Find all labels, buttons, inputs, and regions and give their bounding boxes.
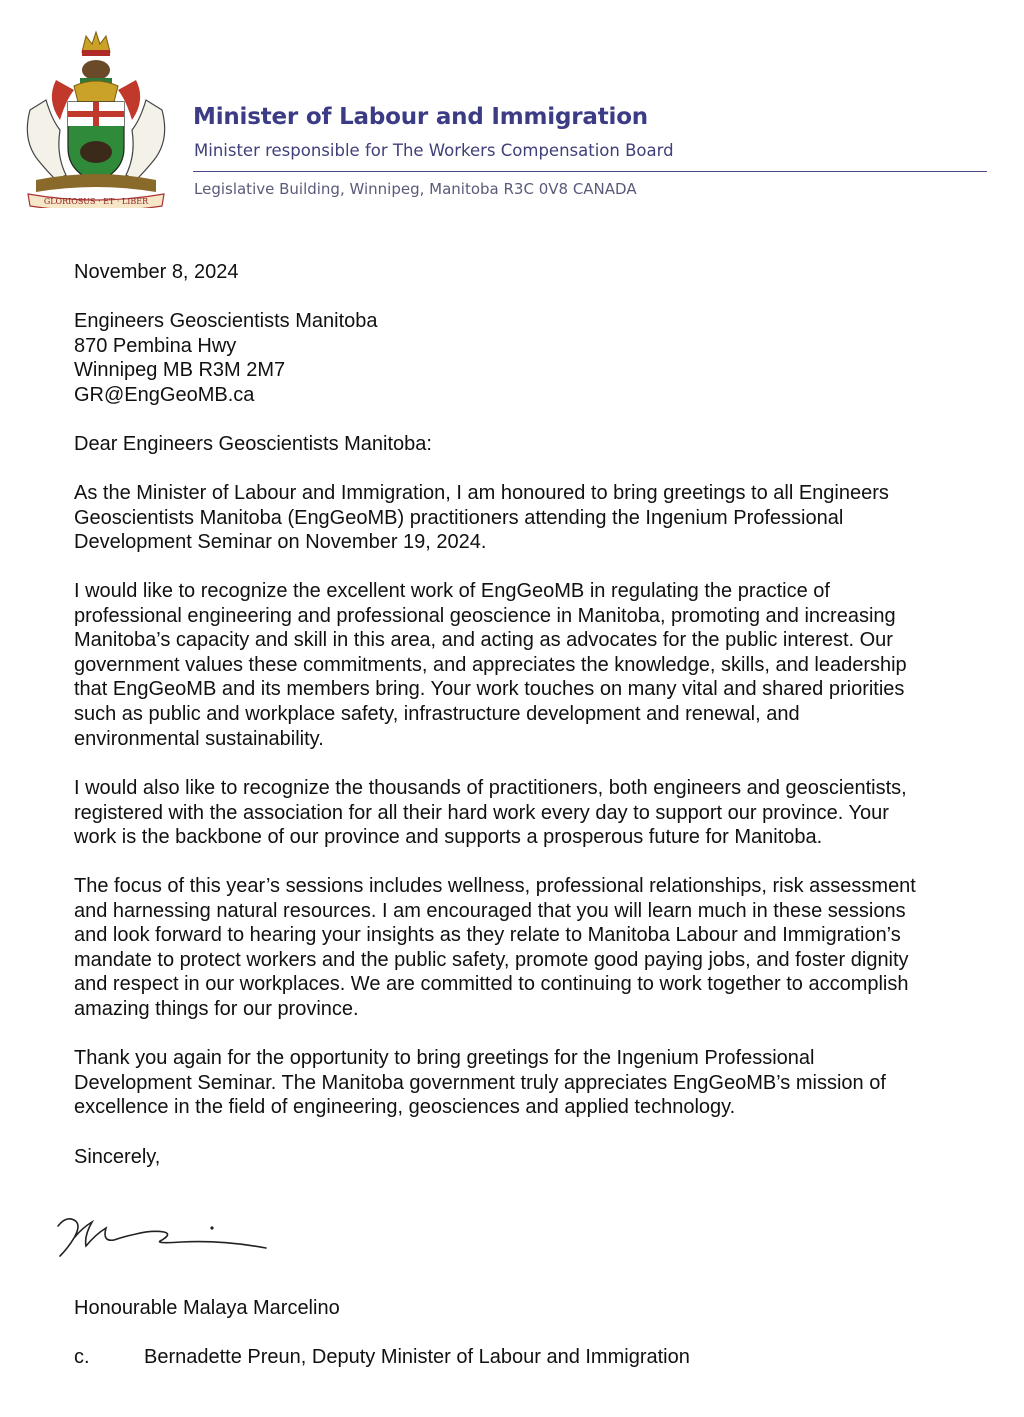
paragraph-line: Thank you again for the opportunity to bring greetings for the Ingenium Professional bbox=[74, 1047, 815, 1069]
recipient-line: 870 Pembina Hwy bbox=[74, 334, 237, 357]
paragraph-line: and respect in our workplaces. We are committed to continuing to work together to accomplish bbox=[74, 973, 909, 996]
paragraph-line: registered with the association for all their hard work every day to support our province. Your bbox=[74, 801, 889, 824]
motto-text: GLORIOSUS · ET · LIBER bbox=[43, 197, 149, 206]
paragraph-3 bbox=[74, 776, 994, 850]
letterhead-divider bbox=[193, 171, 987, 172]
paragraph-line: that EngGeoMB and its members bring. Your work touches on many vital and shared priorities bbox=[74, 678, 905, 701]
paragraph-line: environmental sustainability. bbox=[74, 727, 324, 750]
minister-title: Minister of Labour and Immigration bbox=[193, 104, 648, 130]
closing: Sincerely, bbox=[74, 1146, 161, 1168]
recipient-line: Winnipeg MB R3M 2M7 bbox=[74, 359, 286, 382]
paragraph-line: excellence in the field of engineering, geosciences and applied technology. bbox=[74, 1096, 736, 1119]
coat-of-arms-icon bbox=[16, 30, 176, 208]
recipient-email: GR@EngGeoMB.ca bbox=[74, 383, 255, 406]
paragraph-line: I would like to recognize the excellent work of EngGeoMB in regulating the practice of bbox=[74, 580, 830, 602]
paragraph-line: such as public and workplace safety, infrastructure development and renewal, and bbox=[74, 702, 800, 725]
paragraph-2 bbox=[74, 579, 994, 751]
paragraph-line: I would also like to recognize the thousands of practitioners, both engineers and geoscientists, bbox=[74, 777, 907, 799]
salutation: Dear Engineers Geoscientists Manitoba: bbox=[74, 433, 432, 455]
paragraph-line: government values these commitments, and appreciates the knowledge, skills, and leadership bbox=[74, 653, 907, 676]
cc-recipient: Bernadette Preun, Deputy Minister of Labour and Immigration bbox=[144, 1346, 690, 1368]
letterhead-address: Legislative Building, Winnipeg, Manitoba R3C 0V8 CANADA bbox=[194, 180, 637, 198]
paragraph-line: mandate to protect workers and the public safety, promote good paying jobs, and foster dignity bbox=[74, 948, 909, 971]
paragraph-5 bbox=[74, 1046, 994, 1120]
paragraph-line: Development Seminar. The Manitoba government truly appreciates EngGeoMB’s mission of bbox=[74, 1071, 886, 1094]
paragraph-line: work is the backbone of our province and supports a prosperous future for Manitoba. bbox=[74, 826, 823, 849]
paragraph-line: amazing things for our province. bbox=[74, 997, 359, 1020]
paragraph-1 bbox=[74, 481, 994, 555]
paragraph-line: professional engineering and professional geoscience in Manitoba, promoting and increasing bbox=[74, 604, 896, 627]
handwritten-signature-icon bbox=[52, 1206, 292, 1276]
letter-date: November 8, 2024 bbox=[74, 261, 239, 283]
paragraph-4 bbox=[74, 874, 994, 1022]
paragraph-line: The focus of this year’s sessions includes wellness, professional relationships, risk assessment bbox=[74, 875, 916, 897]
paragraph-line: As the Minister of Labour and Immigration, I am honoured to bring greetings to all Engineers bbox=[74, 482, 889, 504]
minister-subtitle: Minister responsible for The Workers Compensation Board bbox=[194, 141, 674, 160]
recipient-line: Engineers Geoscientists Manitoba bbox=[74, 310, 378, 332]
paragraph-line: Development Seminar on November 19, 2024. bbox=[74, 531, 487, 554]
signatory-name: Honourable Malaya Marcelino bbox=[74, 1297, 340, 1319]
recipient-address bbox=[74, 309, 994, 407]
paragraph-line: and look forward to hearing your insights as they relate to Manitoba Labour and Immigration’s bbox=[74, 924, 901, 947]
cc-label: c. bbox=[74, 1346, 90, 1368]
paragraph-line: Geoscientists Manitoba (EngGeoMB) practitioners attending the Ingenium Professional bbox=[74, 506, 844, 529]
paragraph-line: Manitoba’s capacity and skill in this area, and acting as advocates for the public interest. Our bbox=[74, 629, 893, 652]
paragraph-line: and harnessing natural resources. I am encouraged that you will learn much in these sessions bbox=[74, 899, 906, 922]
